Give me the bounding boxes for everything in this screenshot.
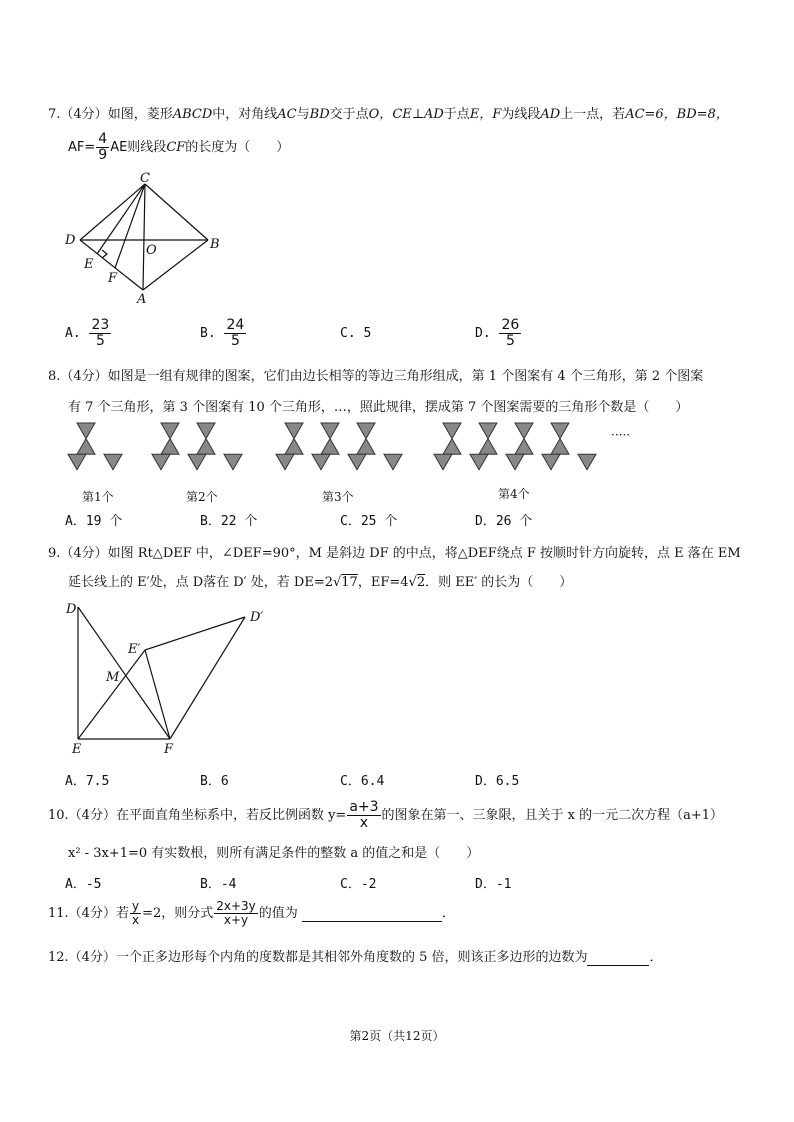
label-e: E xyxy=(84,257,94,272)
q8-option-d: D．26 个 xyxy=(475,514,533,529)
q11-line: 11.（4分）若 $\frac{y}{x}$ =2，则分式 $\frac{2x+3y}{x+y}$ 的值为 ． xyxy=(48,899,455,927)
pattern-4-bottom-triangle xyxy=(470,454,488,470)
q10-fraction: $\frac{a+3}{x}$ xyxy=(349,799,379,831)
label-c: C xyxy=(140,171,150,186)
pattern-3-top-triangle xyxy=(321,423,339,439)
edge-e-prime-d-prime xyxy=(145,617,245,650)
q9-option-a: A．7.5 xyxy=(65,774,110,789)
label-d-prime: D′ xyxy=(250,610,264,625)
q10-option-a: A．-5 xyxy=(65,877,102,892)
diagonal-ca xyxy=(143,184,145,290)
pattern-1-top-triangle xyxy=(77,423,95,439)
pattern-4-top-triangle xyxy=(551,423,569,439)
pattern-4-top-triangle xyxy=(515,423,533,439)
pattern-1-bottom-triangle xyxy=(68,454,86,470)
pattern-4-bottom-triangle xyxy=(578,454,596,470)
pattern-3-bottom-triangle xyxy=(276,454,294,470)
q8-line1: 8.（4分）如图是一组有规律的图案，它们由边长相等的等边三角形组成，第 1 个图案有 4 个三角形，第 2 个图案 xyxy=(48,369,704,384)
pattern-2-top-triangle xyxy=(197,423,215,439)
segment-ee-prime xyxy=(78,650,145,739)
pattern-3-middle-triangle xyxy=(357,439,375,455)
q10-line2: x² - 3x+1=0 有实数根，则所有满足条件的整数 a 的值之和是（ ） xyxy=(68,846,480,861)
edge-e-prime-f xyxy=(145,650,170,739)
q12-line: 12.（4分）一个正多边形每个内角的度数都是其相邻外角度数的 5 倍，则该正多边形的边数为 ． xyxy=(48,950,663,965)
pattern-4-bottom-triangle xyxy=(542,454,560,470)
pattern-3-middle-triangle xyxy=(285,439,303,455)
q7-line2: AF= $\frac{4}{9}$ AE则线段CF的长度为（ ） xyxy=(68,131,290,163)
label-e: E xyxy=(72,742,82,757)
q8-line2: 有 7 个三角形，第 3 个图案有 10 个三角形，…，照此规律，摆成第 7 个图案需要的三角形个数是（ ） xyxy=(68,400,689,415)
q10-line1: 10.（4分）在平面直角坐标系中，若反比例函数 y= $\frac{a+3}{x}$ 的图象在第一、三象限，且关于 x 的一元二次方程（a+1） xyxy=(48,799,724,831)
label-d: D xyxy=(66,602,77,617)
q8-triangle-patterns xyxy=(60,415,660,480)
q8-option-c: C．25 个 xyxy=(340,514,398,529)
q12-answer-blank[interactable] xyxy=(587,950,649,966)
q10-option-d: D．-1 xyxy=(475,877,512,892)
pattern-4-middle-triangle xyxy=(515,439,533,455)
edge-d-prime-f xyxy=(170,617,245,739)
q8-caption-2: 第2个 xyxy=(186,490,218,504)
pattern-2-top-triangle xyxy=(161,423,179,439)
pattern-3-bottom-triangle xyxy=(348,454,366,470)
q7-fraction: $\frac{4}{9}$ xyxy=(98,131,108,163)
label-b: B xyxy=(210,237,220,252)
pattern-3-bottom-triangle xyxy=(384,454,402,470)
pattern-2-middle-triangle xyxy=(161,439,179,455)
right-angle-mark xyxy=(102,250,107,258)
pattern-3-top-triangle xyxy=(357,423,375,439)
page-footer: 第2页（共12页） xyxy=(349,1029,445,1043)
q10-option-c: C．-2 xyxy=(340,877,377,892)
q7-option-c: C. 5 xyxy=(340,326,372,341)
pattern-4-middle-triangle xyxy=(479,439,497,455)
q8-caption-1: 第1个 xyxy=(82,490,114,504)
pattern-3-bottom-triangle xyxy=(312,454,330,470)
q7-option-b: B. $\frac{24}{5}$ xyxy=(200,317,245,349)
pattern-4-bottom-triangle xyxy=(434,454,452,470)
q9-rotation-figure xyxy=(60,595,280,760)
pattern-3-top-triangle xyxy=(285,423,303,439)
pattern-2-middle-triangle xyxy=(197,439,215,455)
q10-option-b: B．-4 xyxy=(200,877,237,892)
q8-ellipsis: ····· xyxy=(611,428,631,442)
pattern-4-top-triangle xyxy=(443,423,461,439)
label-m: M xyxy=(106,670,120,685)
label-a: A xyxy=(137,292,147,307)
q11-answer-blank[interactable] xyxy=(302,906,442,922)
q11-fraction-1: $\frac{y}{x}$ xyxy=(131,899,140,927)
q8-option-b: B．22 个 xyxy=(200,514,258,529)
q7-option-d: D. $\frac{26}{5}$ xyxy=(475,317,520,349)
sqrt-icon: √ xyxy=(408,575,417,590)
q9-line2: 延长线上的 E′处，点 D落在 D′ 处，若 DE=2√17，EF=4√2．则 EE′ 的长为（ ） xyxy=(68,575,573,590)
q8-caption-3: 第3个 xyxy=(322,490,354,504)
sqrt-icon: √ xyxy=(332,575,342,590)
q7-option-a: A. $\frac{23}{5}$ xyxy=(65,317,110,349)
label-f: F xyxy=(164,742,174,757)
pattern-4-middle-triangle xyxy=(551,439,569,455)
pattern-2-bottom-triangle xyxy=(152,454,170,470)
pattern-2-bottom-triangle xyxy=(188,454,206,470)
q8-caption-4: 第4个 xyxy=(498,487,530,501)
pattern-4-middle-triangle xyxy=(443,439,461,455)
label-o: O xyxy=(146,243,157,258)
q9-option-c: C．6.4 xyxy=(340,774,385,789)
label-d: D xyxy=(65,233,76,248)
q8-option-a: A．19 个 xyxy=(65,514,123,529)
q7-rhombus-figure xyxy=(60,170,230,310)
label-f: F xyxy=(108,271,118,286)
q11-fraction-2: $\frac{2x+3y}{x+y}$ xyxy=(216,899,256,927)
pattern-1-bottom-triangle xyxy=(104,454,122,470)
edge-df xyxy=(78,607,170,739)
pattern-4-top-triangle xyxy=(479,423,497,439)
pattern-4-bottom-triangle xyxy=(506,454,524,470)
pattern-1-middle-triangle xyxy=(77,439,95,455)
q9-line1: 9.（4分）如图 Rt△DEF 中，∠DEF=90°，M 是斜边 DF 的中点，将△DEF绕点 F 按顺时针方向旋转，点 E 落在 EM xyxy=(48,546,741,561)
pattern-3-middle-triangle xyxy=(321,439,339,455)
q7-line1: 7.（4分）如图，菱形ABCD中，对角线AC与BD交于点O，CE⊥AD于点E，F为线段AD上一点，若AC=6，BD=8， xyxy=(48,107,729,122)
edge-cb xyxy=(145,184,208,240)
q9-option-d: D．6.5 xyxy=(475,774,520,789)
pattern-2-bottom-triangle xyxy=(224,454,242,470)
q9-option-b: B．6 xyxy=(200,774,229,789)
label-e-prime: E′ xyxy=(128,642,141,657)
